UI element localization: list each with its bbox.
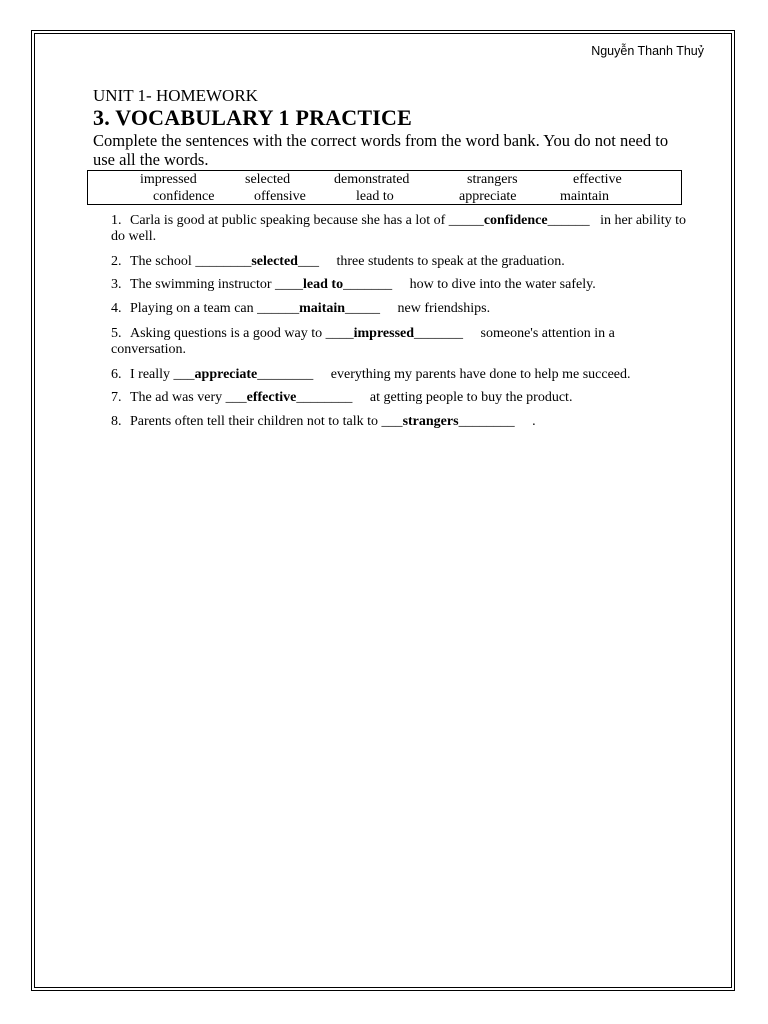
item-text-before: I really ___ xyxy=(130,367,195,382)
word-bank-word: confidence xyxy=(153,189,215,204)
item-text-before: Asking questions is a good way to ____ xyxy=(130,326,354,341)
item-text-after: ________ everything my parents have done to help me succeed. xyxy=(257,367,631,382)
word-bank-word: selected xyxy=(245,172,291,187)
exercise-item xyxy=(111,414,691,430)
item-text-after: _____ new friendships. xyxy=(345,301,491,316)
item-text-before: Parents often tell their children not to talk to ___ xyxy=(130,414,403,429)
item-number: 3. xyxy=(111,277,122,292)
word-bank-word: effective xyxy=(573,172,622,187)
word-bank-word: strangers xyxy=(467,172,518,187)
word-bank-word: maintain xyxy=(560,189,609,204)
exercise-item xyxy=(111,254,691,270)
exercise-item xyxy=(111,277,691,293)
item-number: 4. xyxy=(111,301,122,316)
item-text-after: ________ at getting people to buy the product. xyxy=(296,390,573,405)
exercise-item xyxy=(111,326,691,358)
word-bank-word: lead to xyxy=(356,189,394,204)
item-answer: appreciate xyxy=(194,367,258,382)
item-answer: strangers xyxy=(402,414,459,429)
item-answer: confidence xyxy=(483,213,548,228)
instructions: Complete the sentences with the correct words from the word bank. You do not need to use all the words. xyxy=(93,131,669,169)
exercise-item xyxy=(111,367,691,383)
item-answer: lead to xyxy=(303,277,344,292)
word-bank-word: impressed xyxy=(140,172,197,187)
word-bank xyxy=(87,170,682,205)
item-number: 2. xyxy=(111,254,122,269)
unit-heading: UNIT 1- HOMEWORK xyxy=(93,86,258,105)
item-text-before: The swimming instructor ____ xyxy=(130,277,304,292)
item-number: 1. xyxy=(111,213,122,228)
item-text-before: The school ________ xyxy=(130,254,252,269)
item-answer: impressed xyxy=(353,326,415,341)
word-bank-word: demonstrated xyxy=(334,172,410,187)
item-text-before: Playing on a team can ______ xyxy=(130,301,300,316)
item-text-after: _______ how to dive into the water safely. xyxy=(343,277,596,292)
item-number: 7. xyxy=(111,390,122,405)
word-bank-word: offensive xyxy=(254,189,306,204)
item-text-after: _______ someone's attention in a conversation. xyxy=(111,326,619,357)
page-title: 3. VOCABULARY 1 PRACTICE xyxy=(93,105,412,130)
item-answer: effective xyxy=(246,390,297,405)
item-text-after: ______ in her ability to do well. xyxy=(111,213,690,244)
item-number: 5. xyxy=(111,326,122,341)
item-answer: maitain xyxy=(299,301,346,316)
item-text-after: ___ three students to speak at the graduation. xyxy=(297,254,565,269)
exercise-item xyxy=(111,301,691,317)
word-bank-word: appreciate xyxy=(459,189,517,204)
author-name: Nguyễn Thanh Thuỷ xyxy=(591,44,704,58)
item-number: 6. xyxy=(111,367,122,382)
item-text-before: The ad was very ___ xyxy=(130,390,247,405)
item-text-before: Carla is good at public speaking because she has a lot of _____ xyxy=(130,213,484,228)
exercise-item xyxy=(111,213,691,245)
exercise-item xyxy=(111,390,691,406)
item-text-after: ________ . xyxy=(458,414,536,429)
item-number: 8. xyxy=(111,414,122,429)
item-answer: selected xyxy=(251,254,298,269)
